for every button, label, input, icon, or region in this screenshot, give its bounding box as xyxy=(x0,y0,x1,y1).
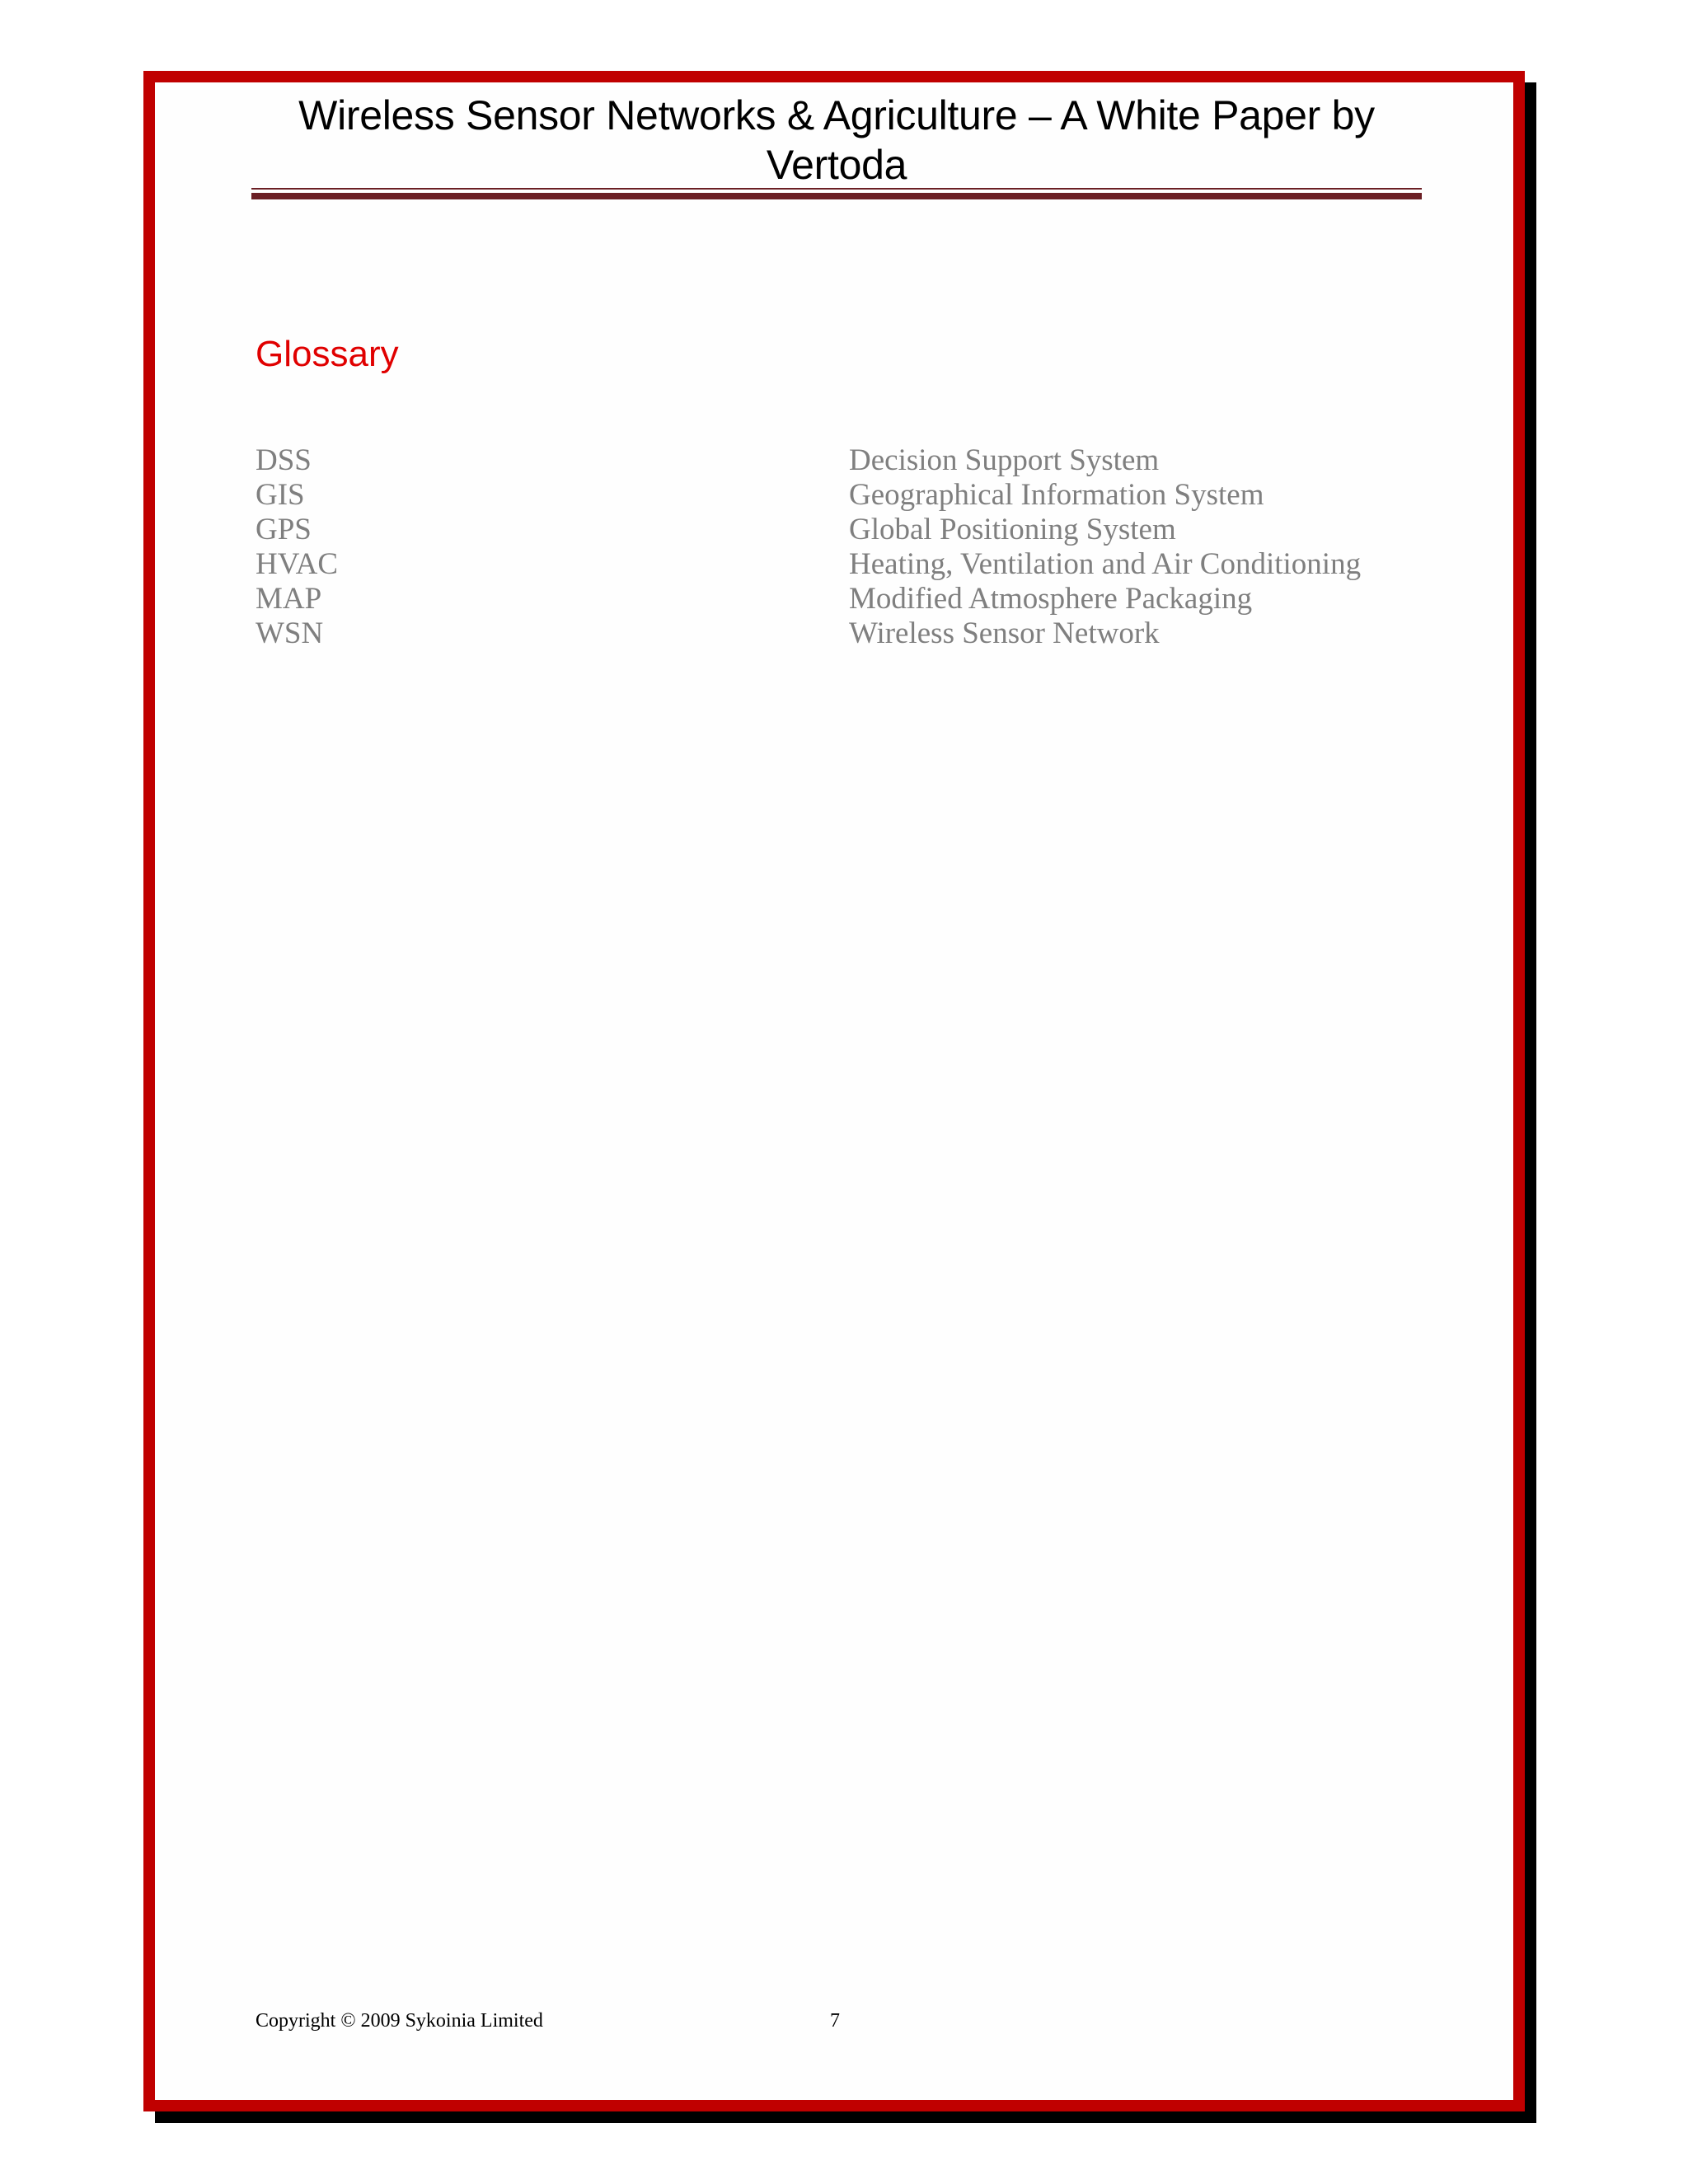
glossary-term: GIS xyxy=(256,478,305,512)
section-heading: Glossary xyxy=(256,334,399,374)
glossary-definition: Heating, Ventilation and Air Conditioning xyxy=(849,547,1362,581)
glossary-definition: Wireless Sensor Network xyxy=(849,616,1160,650)
header-rule-thin xyxy=(251,188,1422,190)
glossary-term: HVAC xyxy=(256,547,339,581)
glossary-term: WSN xyxy=(256,616,324,650)
glossary-list xyxy=(256,443,1409,651)
header-title-line-1: Wireless Sensor Networks & Agriculture – A White Paper by xyxy=(298,92,1375,138)
glossary-row xyxy=(256,478,1409,513)
header-title-line-2: Vertoda xyxy=(766,142,907,188)
glossary-term: DSS xyxy=(256,443,312,477)
footer-page-number: 7 xyxy=(830,2010,840,2032)
glossary-term: GPS xyxy=(256,513,312,546)
glossary-row xyxy=(256,547,1409,582)
glossary-row xyxy=(256,616,1409,651)
glossary-term: MAP xyxy=(256,582,322,616)
glossary-row xyxy=(256,513,1409,547)
glossary-definition: Global Positioning System xyxy=(849,513,1176,546)
glossary-definition: Geographical Information System xyxy=(849,478,1264,512)
header-rule-thick xyxy=(251,193,1422,199)
glossary-definition: Decision Support System xyxy=(849,443,1160,477)
header-title xyxy=(251,91,1422,190)
glossary-row xyxy=(256,582,1409,616)
footer-copyright: Copyright © 2009 Sykoinia Limited xyxy=(256,2010,543,2032)
glossary-definition: Modified Atmosphere Packaging xyxy=(849,582,1253,616)
glossary-row xyxy=(256,443,1409,478)
